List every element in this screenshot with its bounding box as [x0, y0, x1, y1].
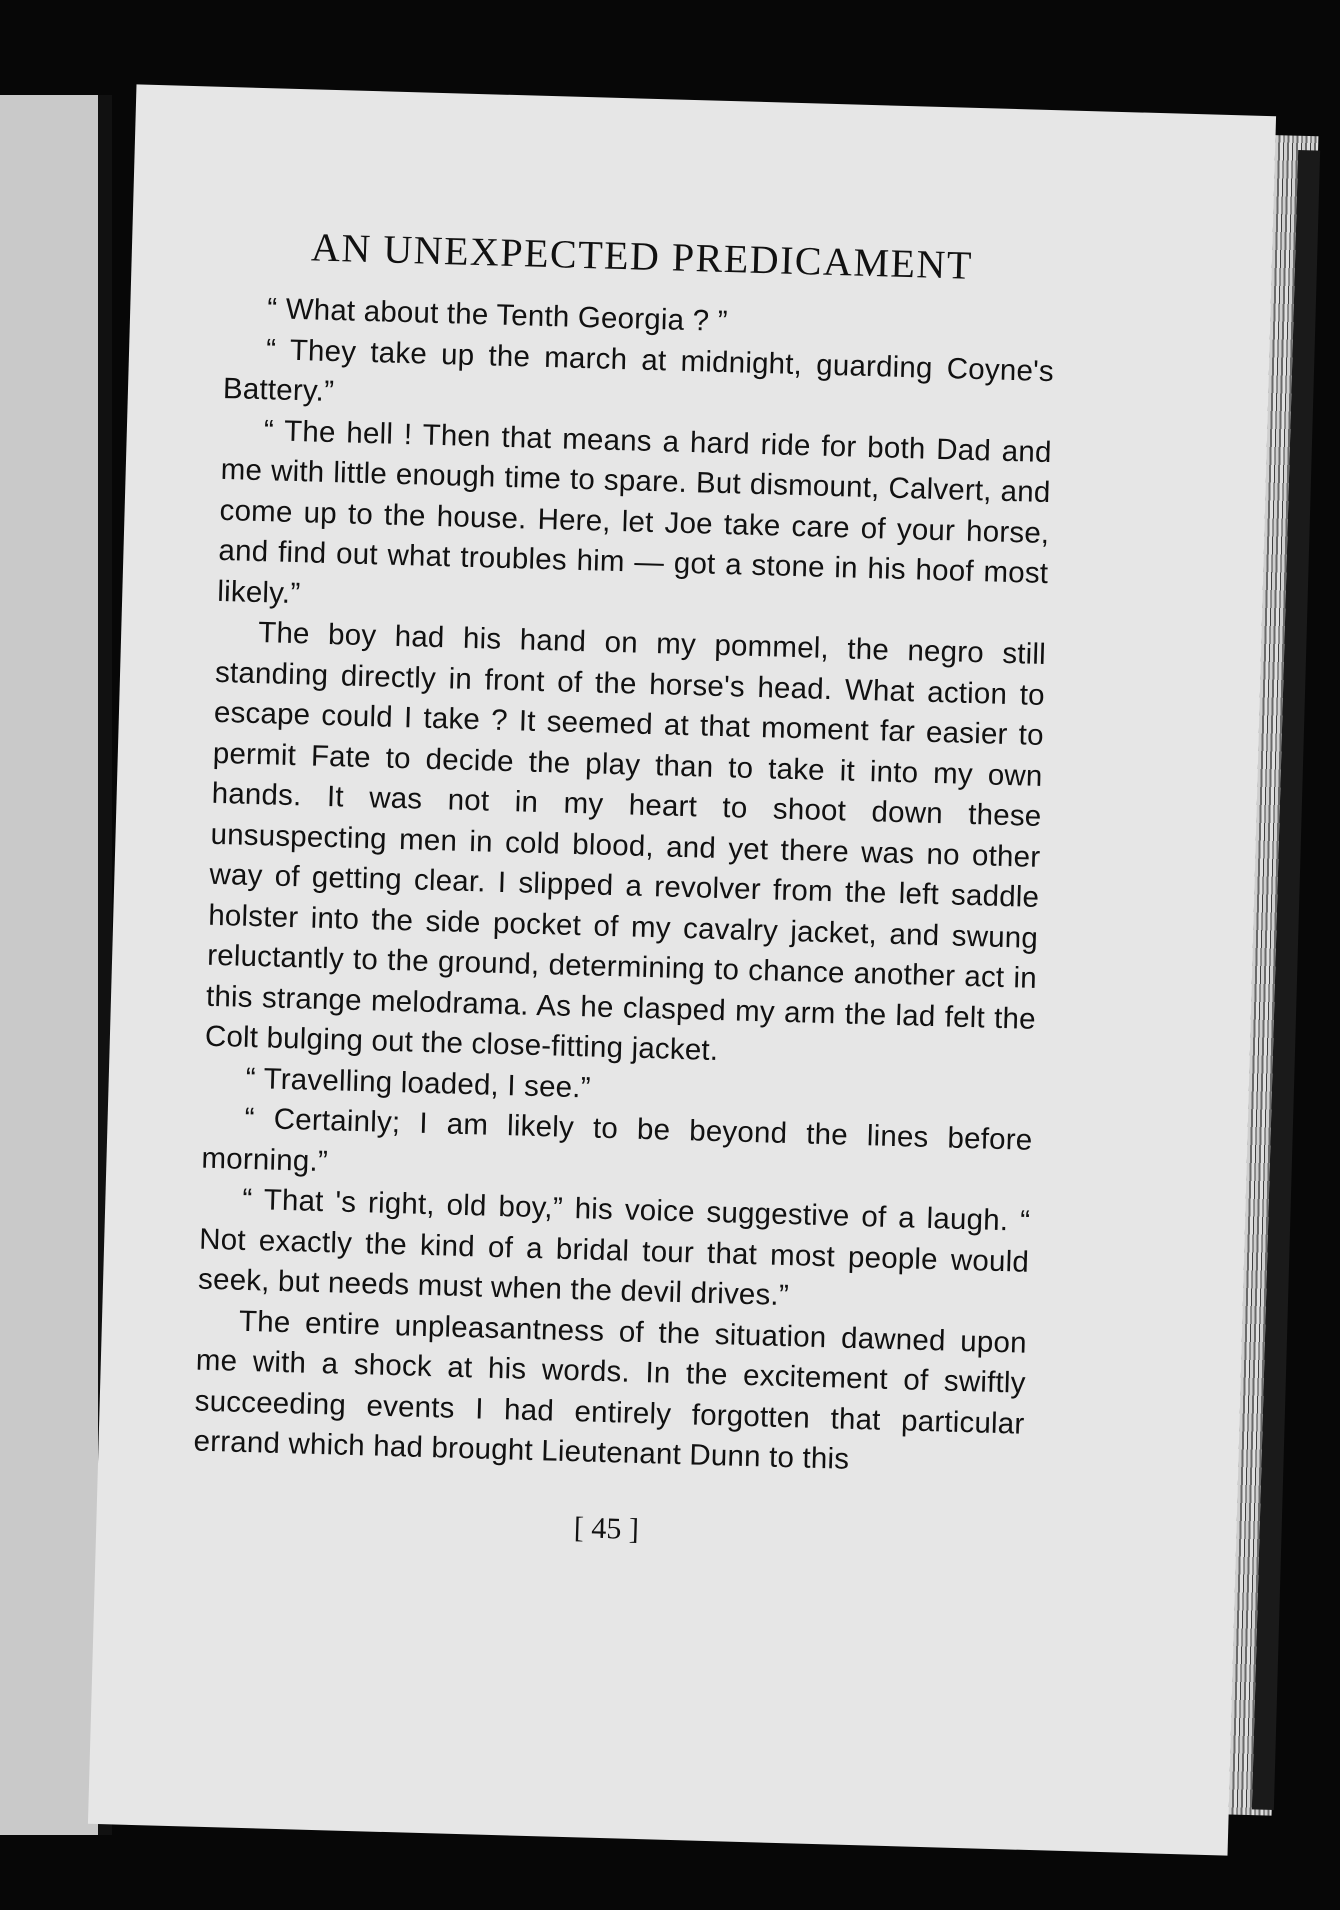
paragraph: “ Travelling loaded, I see.” — [245, 1061, 592, 1104]
body-text — [193, 288, 1055, 1485]
page-content — [191, 222, 1057, 1557]
paragraph: “ That 's right, old boy,” his voice suggestive of a laugh. “ Not exactly the kind of a bridal tour that most people would seek, but needs must when the devil drives.” — [197, 1182, 1031, 1313]
paragraph: “ Certainly; I am likely to be beyond the lines before morning.” — [201, 1101, 1033, 1178]
paragraph: The boy had his hand on my pommel, the negro still standing directly in front of the horse's head. What action to escape could I take ? It seemed at that moment far easier to permit Fate to decide the play than to take it into my own hands. It was not in my heart to shoot down these unsuspecting men in cold blood, and yet there was no other way of getting clear. I slipped a revolver from the left saddle holster into the side pocket of my cavalry jacket, and swung reluctantly to the ground, determining to chance another act in this strange melodrama. As he clasped my arm the lad felt the Colt bulging out the close-fitting jacket. — [204, 616, 1047, 1068]
page-number: [ 45 ] — [573, 1510, 640, 1546]
paragraph: The entire unpleasantness of the situation dawned upon me with a shock at his words. In the excitement of swiftly succeeding events I had entirely forgotten that particular errand which had brought Lieutenant Dunn to this — [193, 1304, 1028, 1476]
facing-page-edge — [0, 95, 100, 1835]
paragraph: “ What about the Tenth Georgia ? ” — [266, 292, 729, 339]
book-page — [88, 84, 1276, 1855]
paragraph: “ The hell ! Then that means a hard ride for both Dad and me with little enough time to spare. But dismount, Calvert, and come up to the house. Here, let Joe take care of your horse, and find out what troubles him — got a stone in his hoof most likely.” — [216, 413, 1053, 610]
running-head: AN UNEXPECTED PREDICAMENT — [310, 224, 974, 288]
paragraph: “ They take up the march at midnight, guarding Coyne's Battery.” — [222, 332, 1055, 409]
